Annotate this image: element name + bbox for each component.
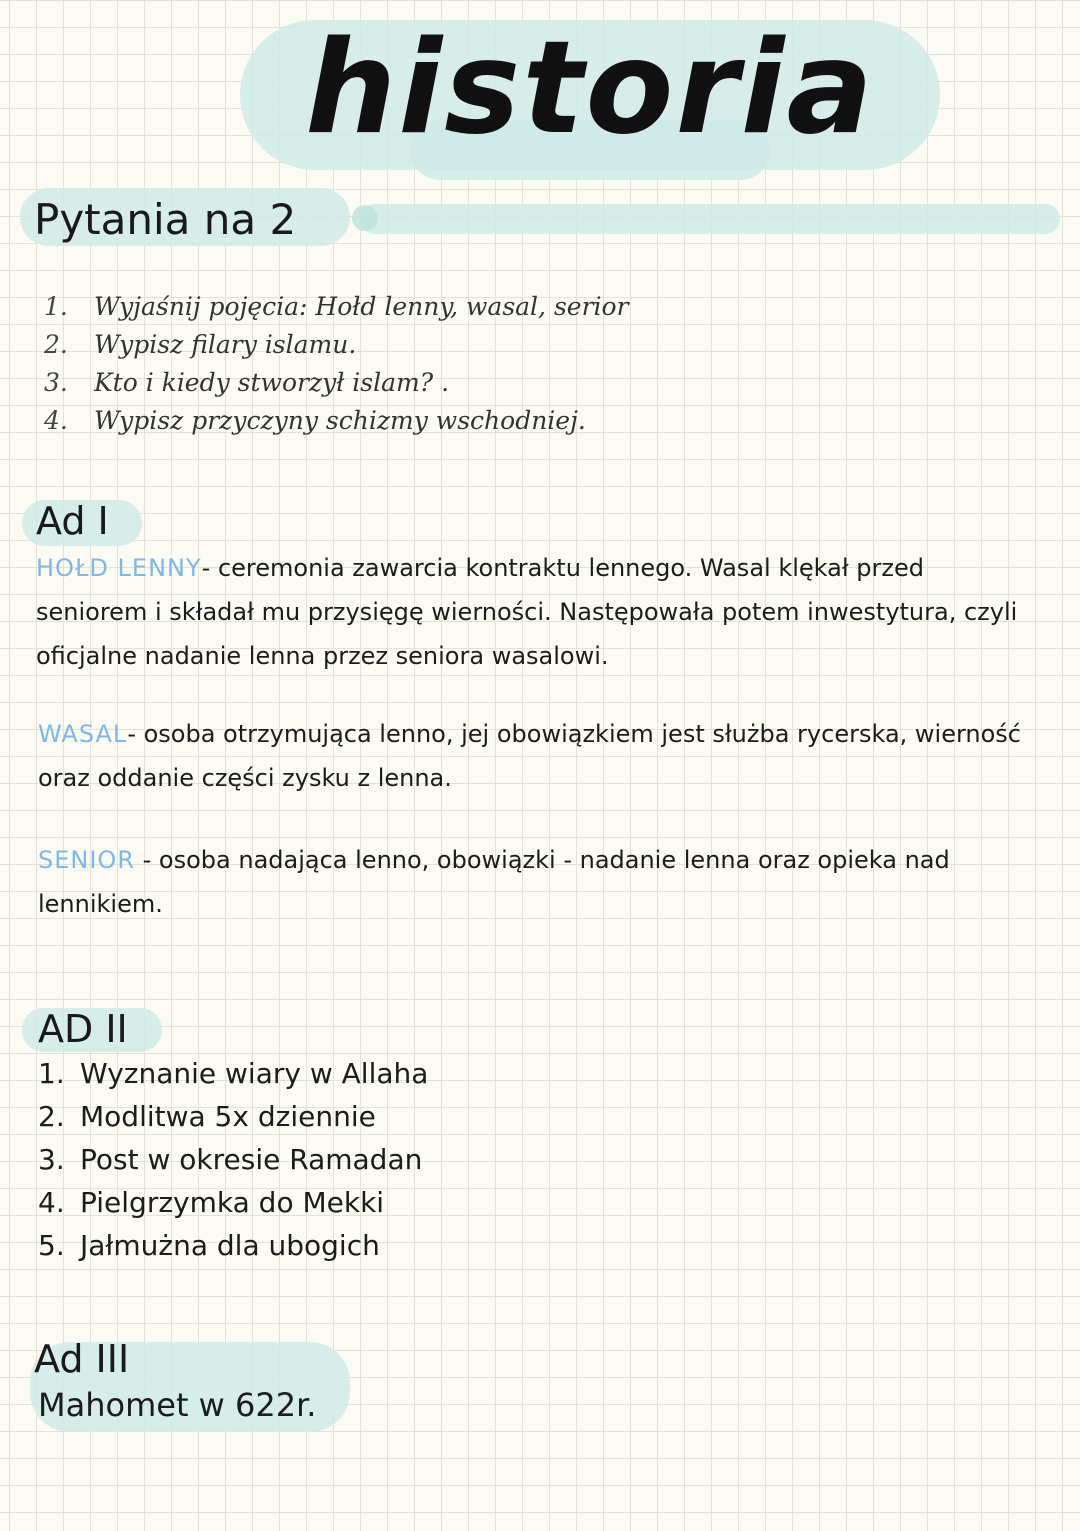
highlight-dot	[352, 205, 378, 231]
ad1-heading: Ad I	[36, 499, 109, 543]
question-number: 2.	[44, 330, 68, 359]
pillar-text: Modlitwa 5x dziennie	[80, 1100, 376, 1133]
pillar-text: Post w okresie Ramadan	[80, 1143, 423, 1176]
definition-separator: -	[135, 846, 159, 874]
ad2-heading: AD II	[38, 1007, 128, 1051]
pillar-number: 4.	[38, 1186, 65, 1219]
header-highlight-line	[360, 204, 1060, 234]
pillar-item	[38, 1138, 428, 1181]
page-title: historia	[305, 14, 875, 163]
question-number: 4.	[44, 406, 68, 435]
ad3-heading: Ad III	[34, 1337, 130, 1381]
definition-text: ceremonia zawarcia kontraktu lennego. Wasal klękał przed seniorem i składał mu przysięgę wierności. Następowała potem inwestytura, czyli oficjalne nadanie lenna przez seniora wasalowi.	[36, 554, 1018, 670]
question-text: Wypisz filary islamu.	[94, 330, 357, 359]
pillar-text: Jałmużna dla ubogich	[80, 1229, 380, 1262]
pillar-text: Wyznanie wiary w Allaha	[80, 1057, 429, 1090]
pillar-number: 3.	[38, 1143, 65, 1176]
pillar-number: 1.	[38, 1057, 65, 1090]
question-item	[44, 288, 629, 326]
questions-list	[44, 288, 629, 440]
pillar-text: Pielgrzymka do Mekki	[80, 1186, 385, 1219]
pillar-number: 5.	[38, 1229, 65, 1262]
pillar-item	[38, 1095, 428, 1138]
pillar-item	[38, 1052, 428, 1095]
pillar-number: 2.	[38, 1100, 65, 1133]
definition-term: HOŁD LENNY	[36, 554, 202, 582]
question-text: Wypisz przyczyny schizmy wschodniej.	[94, 406, 586, 435]
definition-separator: -	[127, 720, 144, 748]
question-text: Wyjaśnij pojęcia: Hołd lenny, wasal, serior	[94, 292, 629, 321]
definition-text: osoba otrzymująca lenno, jej obowiązkiem jest służba rycerska, wierność oraz oddanie części zysku z lenna.	[38, 720, 1022, 792]
definition-term: WASAL	[38, 720, 128, 748]
ad3-answer: Mahomet w 622r.	[38, 1386, 317, 1424]
definition-wasal	[38, 712, 1038, 800]
definition-separator: -	[201, 554, 218, 582]
pillar-item	[38, 1224, 428, 1267]
section-header: Pytania na 2	[34, 195, 297, 244]
question-item	[44, 402, 629, 440]
question-number: 1.	[44, 292, 68, 321]
question-item	[44, 326, 629, 364]
definition-term: SENIOR	[38, 846, 135, 874]
definition-text: osoba nadająca lenno, obowiązki - nadanie lenna oraz opieka nad lennikiem.	[38, 846, 950, 918]
pillar-item	[38, 1181, 428, 1224]
definition-senior	[38, 838, 1038, 926]
question-item	[44, 364, 629, 402]
pillars-list	[38, 1052, 428, 1267]
definition-hold-lenny	[36, 546, 1036, 678]
question-text: Kto i kiedy stworzył islam? .	[94, 368, 450, 397]
question-number: 3.	[44, 368, 68, 397]
